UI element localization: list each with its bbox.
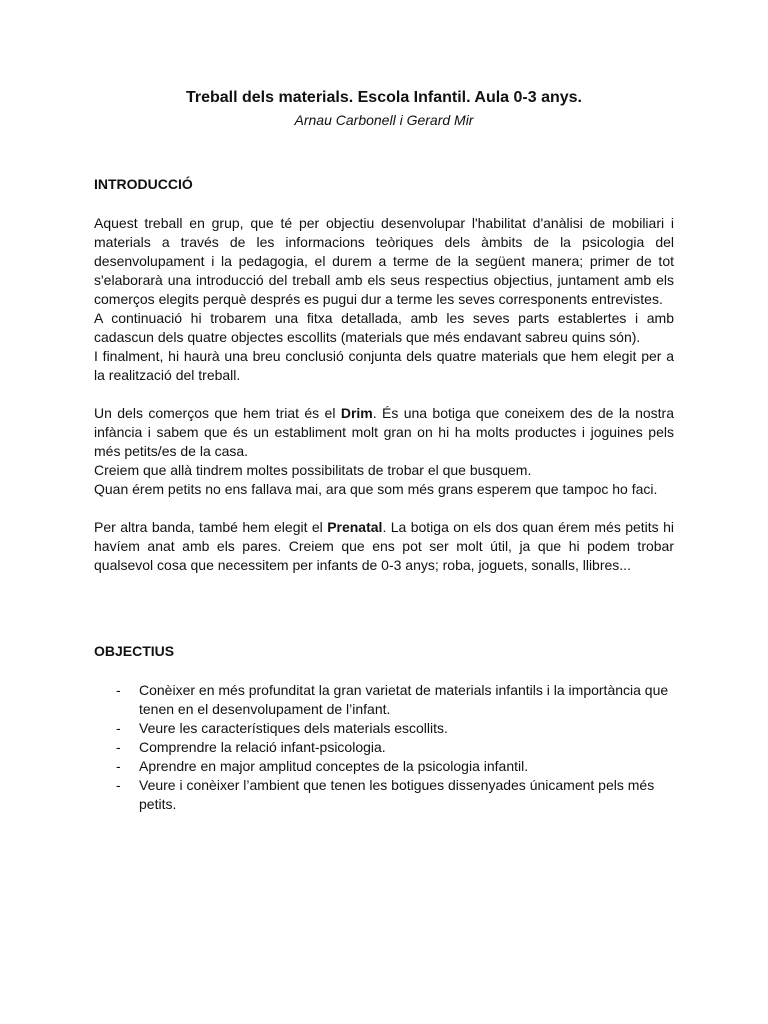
- intro-paragraph-2: A continuació hi trobarem una fitxa detallada, amb les seves parts establertes i amb cadascun dels quatre objectes escollits (materials que més endavant sabreu quins són).: [94, 310, 674, 345]
- list-item: [94, 757, 674, 776]
- document-title: Treball dels materials. Escola Infantil. Aula 0-3 anys.: [185, 89, 582, 106]
- list-bullet: -: [116, 777, 121, 793]
- intro-paragraph-drim: [94, 404, 674, 461]
- drim-text-after: . És una botiga que coneixem des de la nostra infància i sabem que és un establiment molt gran on hi ha molts productes i joguines pels més petits/es de la casa.: [94, 405, 674, 459]
- intro-paragraph-3: I finalment, hi haurà una breu conclusió conjunta dels quatre materials que hem elegit per a la realització del treball.: [94, 348, 674, 383]
- drim-text-before: Un dels comerços que hem triat és el: [94, 405, 341, 421]
- list-bullet: -: [116, 758, 121, 774]
- list-bullet: -: [116, 739, 121, 755]
- list-item-text: Veure i conèixer l’ambient que tenen les botigues dissenyades únicament pels més petits.: [139, 777, 655, 812]
- list-item: [94, 681, 674, 719]
- list-item-text: Comprendre la relació infant-psicologia.: [139, 739, 386, 755]
- list-item: [94, 776, 674, 814]
- list-item-text: Veure les característiques dels materials escollits.: [139, 720, 448, 736]
- section-heading-objectius: OBJECTIUS: [94, 643, 175, 659]
- intro-paragraph-1: Aquest treball en grup, que té per objectiu desenvolupar l'habilitat d'anàlisi de mobiliari i materials a través de les informacions teòriques dels àmbits de la psicologia del desenvolupament i la pedagogia, el durem a terme de la següent manera; primer de tot s'elaborarà una introducció del treball amb els seus respectius objectius, juntament amb els comerços elegits perquè després es pugui dur a terme les seves corresponents entrevistes.: [94, 215, 674, 307]
- list-item-text: Aprendre en major amplitud conceptes de la psicologia infantil.: [139, 758, 529, 774]
- store-name-prenatal: Prenatal: [327, 519, 383, 535]
- list-item-text: Conèixer en més profunditat la gran varietat de materials infantils i la importància que tenen en el desenvolupament de l’infant.: [139, 682, 669, 717]
- intro-paragraph-6: Quan érem petits no ens fallava mai, ara que som més grans esperem que tampoc ho faci.: [94, 481, 658, 497]
- list-item: [94, 738, 674, 757]
- section-heading-introduccio: INTRODUCCIÓ: [94, 176, 193, 192]
- list-bullet: -: [116, 682, 121, 698]
- list-item: [94, 719, 674, 738]
- intro-paragraph-5: Creiem que allà tindrem moltes possibilitats de trobar el que busquem.: [94, 462, 532, 478]
- prenatal-text-after: . La botiga on els dos quan érem més petits hi havíem anat amb els pares. Creiem que ens pot ser molt útil, ja que hi podem trobar qualsevol cosa que necessitem per infants de 0-3 anys; roba, joguets, sonalls, llibres...: [94, 519, 674, 573]
- list-bullet: -: [116, 720, 121, 736]
- document-authors: Arnau Carbonell i Gerard Mir: [294, 112, 474, 128]
- intro-paragraph-prenatal: [94, 518, 674, 575]
- objectives-list: [94, 681, 674, 814]
- prenatal-text-before: Per altra banda, també hem elegit el: [94, 519, 328, 535]
- store-name-drim: Drim: [340, 405, 373, 421]
